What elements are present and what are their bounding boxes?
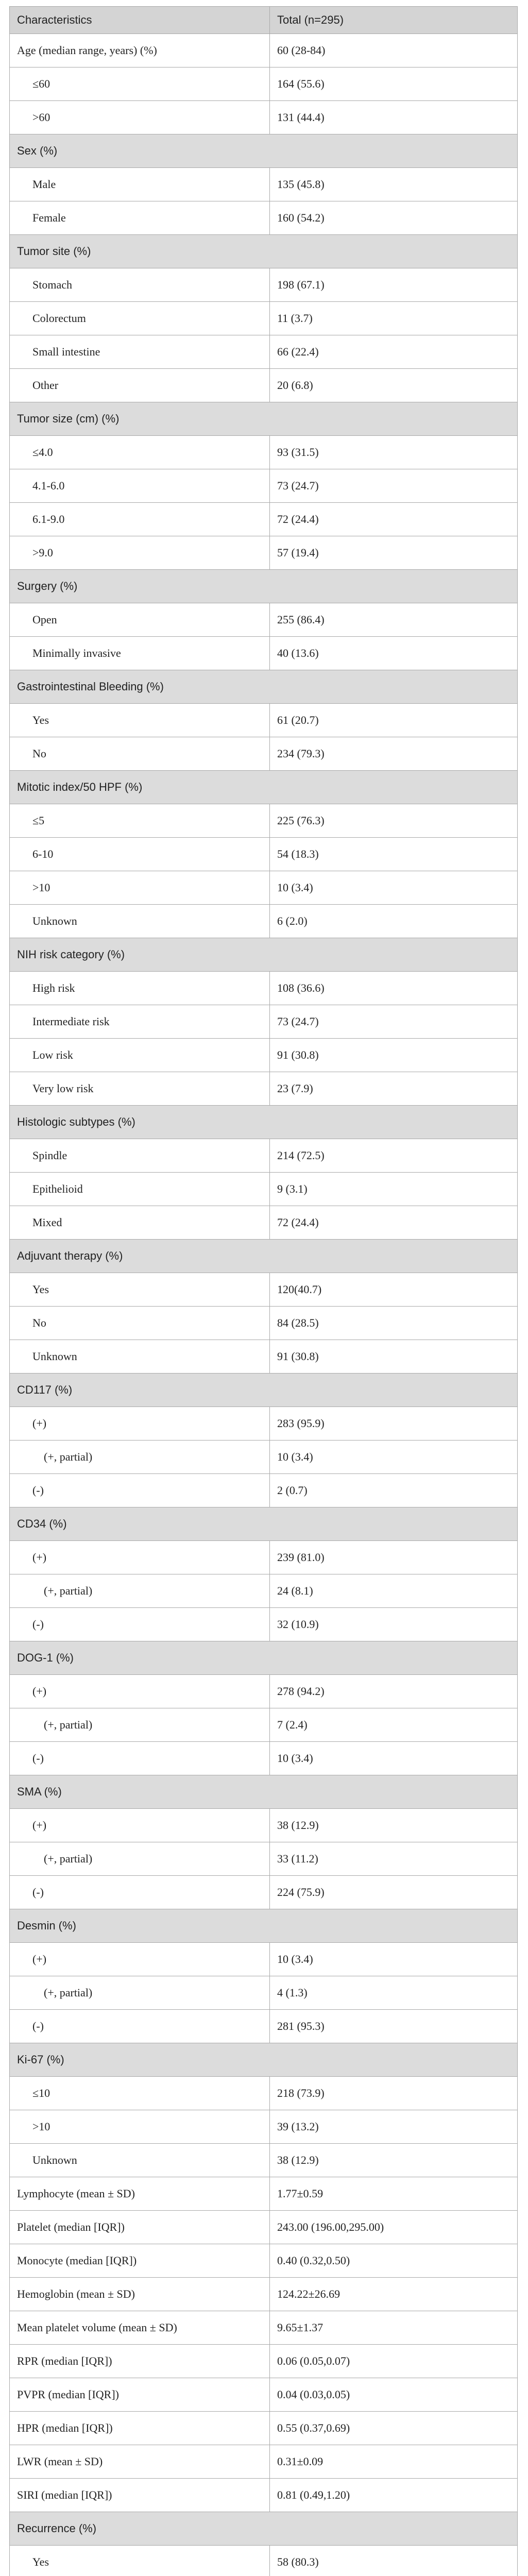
section-header-row xyxy=(10,134,518,168)
row-label: (-) xyxy=(10,1474,270,1507)
row-label: Unknown xyxy=(10,1340,270,1374)
table-row xyxy=(10,1541,518,1574)
row-label: High risk xyxy=(10,972,270,1005)
row-value: 40 (13.6) xyxy=(270,637,518,670)
table-row xyxy=(10,2345,518,2378)
row-label: 4.1-6.0 xyxy=(10,469,270,503)
table-row xyxy=(10,2010,518,2043)
table-row xyxy=(10,201,518,235)
header-total: Total (n=295) xyxy=(270,7,518,34)
section-title: Gastrointestinal Bleeding (%) xyxy=(10,670,518,704)
row-label: (+, partial) xyxy=(10,1440,270,1474)
row-label: Open xyxy=(10,603,270,637)
row-label: >60 xyxy=(10,101,270,134)
section-title: Adjuvant therapy (%) xyxy=(10,1240,518,1273)
row-value: 6 (2.0) xyxy=(270,905,518,938)
table-row xyxy=(10,1976,518,2010)
characteristics-table xyxy=(9,6,518,2576)
row-value: 243.00 (196.00,295.00) xyxy=(270,2211,518,2244)
row-label: No xyxy=(10,737,270,771)
row-label: ≤10 xyxy=(10,2077,270,2110)
table-row xyxy=(10,268,518,302)
row-label: ≤5 xyxy=(10,804,270,838)
row-value: 32 (10.9) xyxy=(270,1608,518,1641)
row-value: 108 (36.6) xyxy=(270,972,518,1005)
row-label: Low risk xyxy=(10,1039,270,1072)
table-row xyxy=(10,335,518,369)
row-label: Female xyxy=(10,201,270,235)
row-value: 281 (95.3) xyxy=(270,2010,518,2043)
table-row xyxy=(10,2144,518,2177)
section-title: Mitotic index/50 HPF (%) xyxy=(10,771,518,804)
table-row xyxy=(10,1876,518,1909)
table-row xyxy=(10,2479,518,2512)
row-value: 4 (1.3) xyxy=(270,1976,518,2010)
row-value: 198 (67.1) xyxy=(270,268,518,302)
row-value: 33 (11.2) xyxy=(270,1842,518,1876)
table-row xyxy=(10,2077,518,2110)
table-row xyxy=(10,2546,518,2576)
row-label: Yes xyxy=(10,2546,270,2576)
table-row xyxy=(10,67,518,101)
table-row xyxy=(10,469,518,503)
row-label: Platelet (median [IQR]) xyxy=(10,2211,270,2244)
table-row xyxy=(10,503,518,536)
row-label: Very low risk xyxy=(10,1072,270,1106)
table-row xyxy=(10,1173,518,1206)
row-label: Unknown xyxy=(10,905,270,938)
row-label: No xyxy=(10,1307,270,1340)
table-row xyxy=(10,436,518,469)
row-label: Male xyxy=(10,168,270,201)
table-row xyxy=(10,2177,518,2211)
table-row xyxy=(10,1340,518,1374)
section-title: CD34 (%) xyxy=(10,1507,518,1541)
row-value: 278 (94.2) xyxy=(270,1675,518,1708)
row-value: 131 (44.4) xyxy=(270,101,518,134)
row-label: Hemoglobin (mean ± SD) xyxy=(10,2278,270,2311)
row-value: 0.81 (0.49,1.20) xyxy=(270,2479,518,2512)
row-value: 61 (20.7) xyxy=(270,704,518,737)
row-label: >9.0 xyxy=(10,536,270,570)
section-title: Tumor site (%) xyxy=(10,235,518,268)
row-label: (-) xyxy=(10,2010,270,2043)
table-row xyxy=(10,1675,518,1708)
section-header-row xyxy=(10,1374,518,1407)
row-value: 239 (81.0) xyxy=(270,1541,518,1574)
row-value: 10 (3.4) xyxy=(270,1742,518,1775)
row-label: Other xyxy=(10,369,270,402)
section-title: Surgery (%) xyxy=(10,570,518,603)
row-label: (+) xyxy=(10,1943,270,1976)
row-label: (+) xyxy=(10,1675,270,1708)
row-label: HPR (median [IQR]) xyxy=(10,2412,270,2445)
row-label: Small intestine xyxy=(10,335,270,369)
table-row xyxy=(10,302,518,335)
row-value: 72 (24.4) xyxy=(270,503,518,536)
row-value: 255 (86.4) xyxy=(270,603,518,637)
row-label: Stomach xyxy=(10,268,270,302)
section-header-row xyxy=(10,2512,518,2546)
table-row xyxy=(10,871,518,905)
section-header-row xyxy=(10,670,518,704)
row-value: 24 (8.1) xyxy=(270,1574,518,1608)
table-row xyxy=(10,1005,518,1039)
table-row xyxy=(10,1139,518,1173)
row-label: LWR (mean ± SD) xyxy=(10,2445,270,2479)
section-header-row xyxy=(10,1507,518,1541)
section-header-row xyxy=(10,1775,518,1809)
section-title: Ki-67 (%) xyxy=(10,2043,518,2077)
row-value: 73 (24.7) xyxy=(270,1005,518,1039)
table-row xyxy=(10,1407,518,1440)
table-row xyxy=(10,603,518,637)
row-label: Minimally invasive xyxy=(10,637,270,670)
row-label: (+) xyxy=(10,1407,270,1440)
row-label: RPR (median [IQR]) xyxy=(10,2345,270,2378)
table-row xyxy=(10,1273,518,1307)
section-header-row xyxy=(10,2043,518,2077)
section-header-row xyxy=(10,235,518,268)
row-value: 11 (3.7) xyxy=(270,302,518,335)
row-label: >10 xyxy=(10,871,270,905)
row-value: 283 (95.9) xyxy=(270,1407,518,1440)
table-row xyxy=(10,637,518,670)
row-label: 6.1-9.0 xyxy=(10,503,270,536)
table-header-row xyxy=(10,7,518,34)
row-value: 1.77±0.59 xyxy=(270,2177,518,2211)
table-row xyxy=(10,2378,518,2412)
section-title: NIH risk category (%) xyxy=(10,938,518,972)
table-row xyxy=(10,737,518,771)
section-title: Recurrence (%) xyxy=(10,2512,518,2546)
section-header-row xyxy=(10,570,518,603)
row-value: 54 (18.3) xyxy=(270,838,518,871)
row-value: 135 (45.8) xyxy=(270,168,518,201)
row-label: (+, partial) xyxy=(10,1976,270,2010)
section-title: Desmin (%) xyxy=(10,1909,518,1943)
row-label: SIRI (median [IQR]) xyxy=(10,2479,270,2512)
table-row xyxy=(10,2278,518,2311)
row-label: Mixed xyxy=(10,1206,270,1240)
row-value: 39 (13.2) xyxy=(270,2110,518,2144)
row-value: 10 (3.4) xyxy=(270,1943,518,1976)
table-row xyxy=(10,1440,518,1474)
table-row xyxy=(10,972,518,1005)
row-label: (-) xyxy=(10,1876,270,1909)
row-value: 7 (2.4) xyxy=(270,1708,518,1742)
row-label: Yes xyxy=(10,1273,270,1307)
row-label: Unknown xyxy=(10,2144,270,2177)
row-value: 57 (19.4) xyxy=(270,536,518,570)
row-value: 66 (22.4) xyxy=(270,335,518,369)
row-label: Lymphocyte (mean ± SD) xyxy=(10,2177,270,2211)
section-header-row xyxy=(10,1240,518,1273)
row-value: 38 (12.9) xyxy=(270,2144,518,2177)
row-value: 0.40 (0.32,0.50) xyxy=(270,2244,518,2278)
row-label: Intermediate risk xyxy=(10,1005,270,1039)
table-row xyxy=(10,168,518,201)
row-label: (+, partial) xyxy=(10,1842,270,1876)
table-row xyxy=(10,1574,518,1608)
table-row xyxy=(10,536,518,570)
table-row xyxy=(10,1842,518,1876)
row-label: (+, partial) xyxy=(10,1708,270,1742)
row-value: 20 (6.8) xyxy=(270,369,518,402)
row-value: 10 (3.4) xyxy=(270,871,518,905)
row-value: 2 (0.7) xyxy=(270,1474,518,1507)
row-value: 0.31±0.09 xyxy=(270,2445,518,2479)
table-row xyxy=(10,1072,518,1106)
table-row xyxy=(10,2211,518,2244)
section-header-row xyxy=(10,771,518,804)
row-value: 218 (73.9) xyxy=(270,2077,518,2110)
table-row xyxy=(10,704,518,737)
table-row xyxy=(10,2110,518,2144)
row-label: >10 xyxy=(10,2110,270,2144)
table-row xyxy=(10,1039,518,1072)
row-value: 120(40.7) xyxy=(270,1273,518,1307)
table-row xyxy=(10,838,518,871)
row-label: Colorectum xyxy=(10,302,270,335)
table-row xyxy=(10,1809,518,1842)
table-row xyxy=(10,1943,518,1976)
row-value: 0.04 (0.03,0.05) xyxy=(270,2378,518,2412)
row-value: 0.55 (0.37,0.69) xyxy=(270,2412,518,2445)
row-value: 9 (3.1) xyxy=(270,1173,518,1206)
section-title: Histologic subtypes (%) xyxy=(10,1106,518,1139)
table-row xyxy=(10,2412,518,2445)
row-value: 0.06 (0.05,0.07) xyxy=(270,2345,518,2378)
row-label: Mean platelet volume (mean ± SD) xyxy=(10,2311,270,2345)
row-value: 91 (30.8) xyxy=(270,1039,518,1072)
row-value: 124.22±26.69 xyxy=(270,2278,518,2311)
table-row xyxy=(10,1608,518,1641)
row-label: Monocyte (median [IQR]) xyxy=(10,2244,270,2278)
row-label: (+) xyxy=(10,1809,270,1842)
row-value: 91 (30.8) xyxy=(270,1340,518,1374)
row-label: ≤60 xyxy=(10,67,270,101)
row-value: 58 (80.3) xyxy=(270,2546,518,2576)
section-title: SMA (%) xyxy=(10,1775,518,1809)
table-body xyxy=(10,34,518,2576)
table-row xyxy=(10,34,518,67)
row-label: (+) xyxy=(10,1541,270,1574)
section-header-row xyxy=(10,1909,518,1943)
row-label: 6-10 xyxy=(10,838,270,871)
row-value: 72 (24.4) xyxy=(270,1206,518,1240)
section-title: DOG-1 (%) xyxy=(10,1641,518,1675)
table-row xyxy=(10,2244,518,2278)
table-row xyxy=(10,369,518,402)
table-row xyxy=(10,905,518,938)
table-row xyxy=(10,1708,518,1742)
section-title: CD117 (%) xyxy=(10,1374,518,1407)
section-header-row xyxy=(10,1106,518,1139)
row-label: Yes xyxy=(10,704,270,737)
row-label: Epithelioid xyxy=(10,1173,270,1206)
row-label: Age (median range, years) (%) xyxy=(10,34,270,67)
row-value: 225 (76.3) xyxy=(270,804,518,838)
table-row xyxy=(10,1474,518,1507)
row-value: 84 (28.5) xyxy=(270,1307,518,1340)
row-value: 164 (55.6) xyxy=(270,67,518,101)
row-label: (+, partial) xyxy=(10,1574,270,1608)
row-value: 38 (12.9) xyxy=(270,1809,518,1842)
section-header-row xyxy=(10,402,518,436)
row-label: Spindle xyxy=(10,1139,270,1173)
table-row xyxy=(10,2445,518,2479)
row-value: 9.65±1.37 xyxy=(270,2311,518,2345)
row-value: 10 (3.4) xyxy=(270,1440,518,1474)
table-row xyxy=(10,1206,518,1240)
table-row xyxy=(10,2311,518,2345)
section-header-row xyxy=(10,938,518,972)
section-title: Tumor size (cm) (%) xyxy=(10,402,518,436)
row-value: 234 (79.3) xyxy=(270,737,518,771)
section-header-row xyxy=(10,1641,518,1675)
header-characteristics: Characteristics xyxy=(10,7,270,34)
row-value: 73 (24.7) xyxy=(270,469,518,503)
row-value: 224 (75.9) xyxy=(270,1876,518,1909)
row-value: 23 (7.9) xyxy=(270,1072,518,1106)
section-title: Sex (%) xyxy=(10,134,518,168)
row-label: PVPR (median [IQR]) xyxy=(10,2378,270,2412)
row-label: ≤4.0 xyxy=(10,436,270,469)
row-label: (-) xyxy=(10,1608,270,1641)
table-row xyxy=(10,1307,518,1340)
row-value: 214 (72.5) xyxy=(270,1139,518,1173)
table-row xyxy=(10,804,518,838)
row-value: 93 (31.5) xyxy=(270,436,518,469)
table-row xyxy=(10,1742,518,1775)
row-value: 160 (54.2) xyxy=(270,201,518,235)
row-label: (-) xyxy=(10,1742,270,1775)
table-row xyxy=(10,101,518,134)
row-value: 60 (28-84) xyxy=(270,34,518,67)
